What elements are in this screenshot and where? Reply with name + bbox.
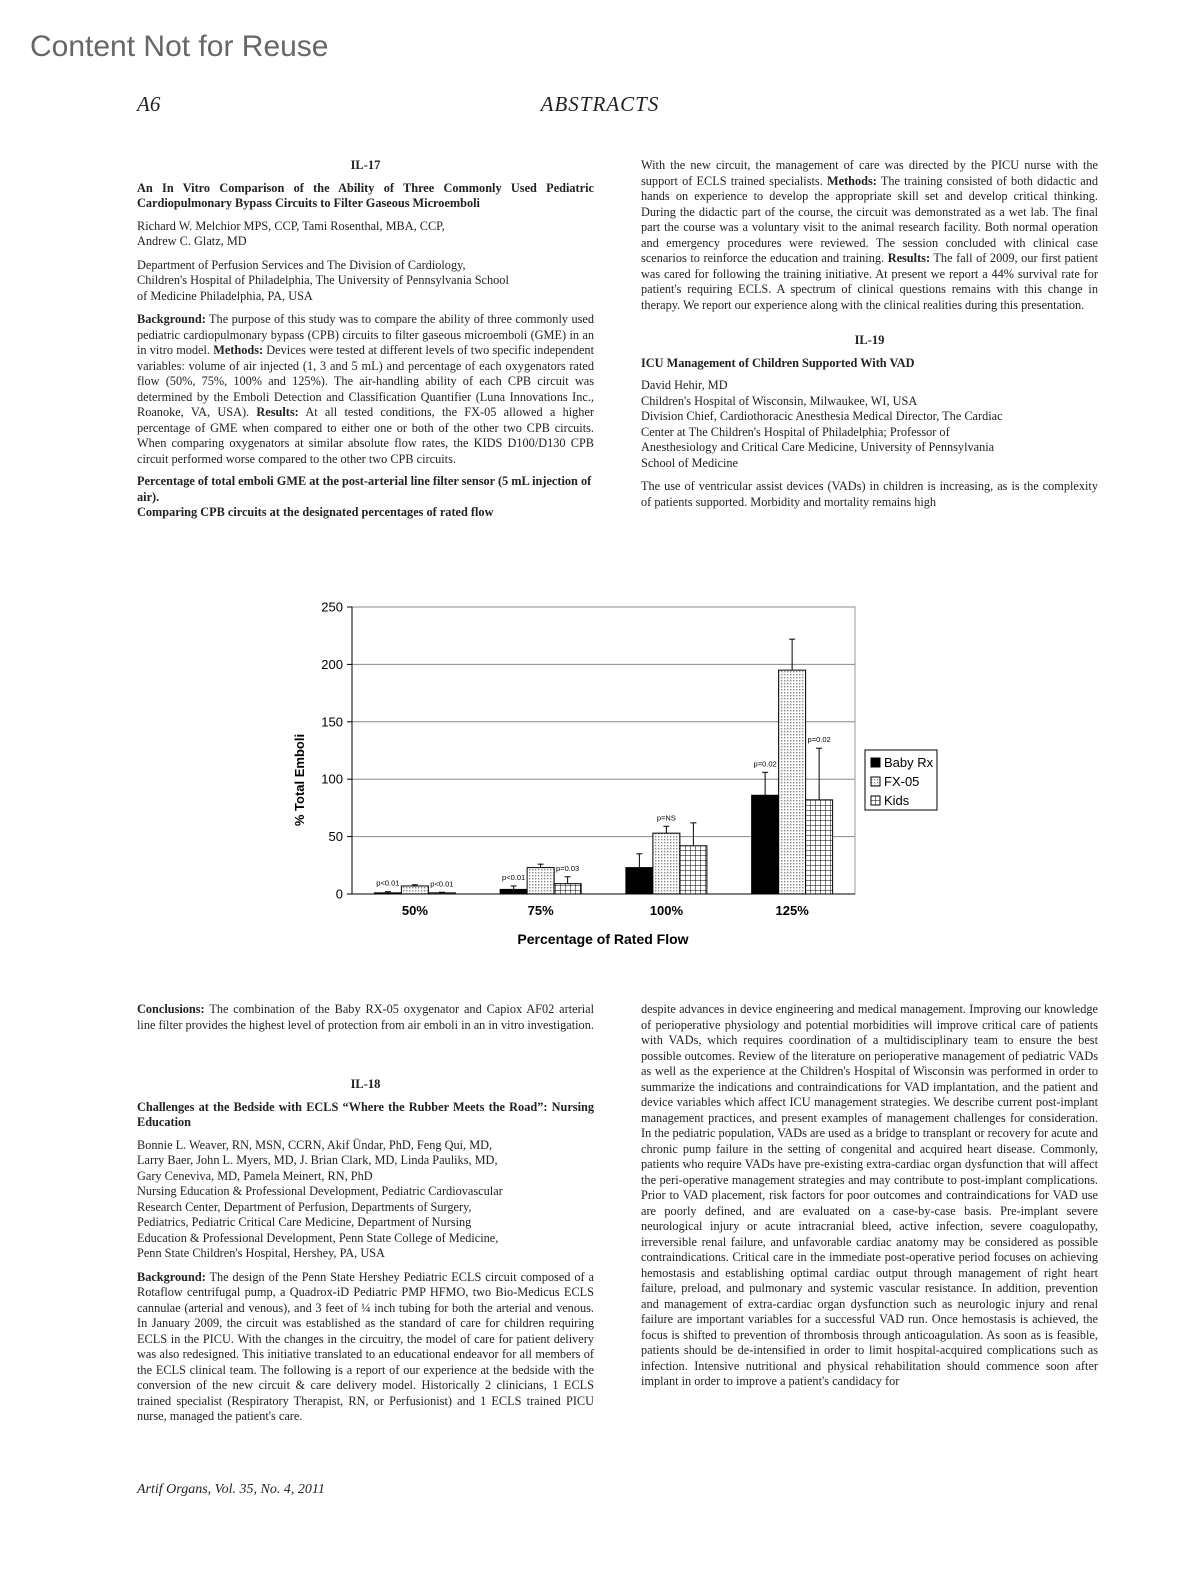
bar bbox=[680, 846, 707, 894]
conclusions-text: The combination of the Baby RX-05 oxygenator and Capiox AF02 arterial line filter provides the highest level of protection from air emboli in an in vitro investigation. bbox=[137, 1002, 594, 1032]
il19-body-continued: despite advances in device engineering and medical management. Improving our knowledge of perioperative physiology and potential morbidities will improve critical care of patients with VADs, which requires coordination of a multidisciplinary team to ensure the best possible outcomes. Review of the literature on perioperative management of pediatric VADs as well as the experience at the Children's Hospital of Wisconsin was performed in order to summarize the indications and contraindications for VAD implantation, and the patient and device variables which affect ICU management strategies. We describe current post-implant management practices, and present examples of management challenges for consideration. In the pediatric population, VADs are used as a bridge to transplant or recovery for acute and chronic pump failure in the setting of congenital and acquired heart disease. Commonly, patients who require VADs have pre-existing extra-cardiac organ dysfunction that will affect the peri-operative management strategies and may contribute to post-implant complications. Prior to VAD placement, risk factors for poor outcomes and contraindications for VAD use are poorly defined, and are evaluated on a case-by-case basis. Pre-implant severe neurological injury or acute intracranial bleed, active infection, severe coagulopathy, irreversible renal failure, and unfavorable cardiac anatomy may be considered as possible contraindications. Critical care in the immediate post-operative period focuses on achieving hemostasis and establishing optimal cardiac output through management of right heart failure, preload, and pulmonary and systemic vascular resistance. In addition, prevention and management of extra-cardiac organ dysfunction such as neurologic injury and renal failure are important variables for a successful VAD run. Once hemostasis is achieved, the focus is shifted to prevention of thrombosis through anticoagulation. As soon as is feasible, patients should be de-intensified in order to limit hospital-acquired complications such as infection. Intensive nutritional and physical rehabilitation should commence soon after implant in order to improve a patient's candidacy for bbox=[641, 1002, 1098, 1388]
bar bbox=[626, 868, 653, 894]
y-tick-label: 50 bbox=[328, 829, 343, 845]
conclusions-label: Conclusions: bbox=[137, 1002, 205, 1016]
bar bbox=[752, 795, 779, 894]
il17-conclusions bbox=[137, 1002, 594, 1033]
affiliation-line: Nursing Education & Professional Development, Pediatric Cardiovascular bbox=[137, 1184, 503, 1198]
il18-background bbox=[137, 1270, 594, 1425]
background-label: Background: bbox=[137, 312, 206, 326]
p-value-label: p=0.03 bbox=[556, 863, 580, 873]
bar bbox=[554, 884, 581, 894]
right-column-bottom bbox=[641, 1002, 1098, 1397]
results-text: The fall of 2009, our first patient was cared for following the training initiative. At present we report a 44% survival rate for patient's requiring ECLS. A spectrum of clinical questions remains with this change in therapy. We report our experience along with the clinical realities during this presentation. bbox=[641, 251, 1098, 312]
x-axis-label: Percentage of Rated Flow bbox=[517, 931, 689, 947]
author-line: David Hehir, MD bbox=[641, 378, 728, 392]
il17-title: An In Vitro Comparison of the Ability of Three Commonly Used Pediatric Cardiopulmonary Bypass Circuits to Filter Gaseous Microemboli bbox=[137, 180, 594, 210]
p-value-label: p<0.01 bbox=[430, 879, 454, 889]
affiliation-line: Education & Professional Development, Penn State College of Medicine, bbox=[137, 1230, 499, 1245]
il19-id: IL-19 bbox=[854, 333, 885, 347]
il17-affiliation bbox=[137, 258, 594, 305]
emboli-bar-chart bbox=[280, 590, 960, 970]
legend-label: Baby Rx bbox=[884, 755, 934, 770]
x-tick-label: 125% bbox=[775, 903, 809, 918]
figure-subcaption: Comparing CPB circuits at the designated percentages of rated flow bbox=[137, 505, 494, 519]
il19-title: ICU Management of Children Supported With VAD bbox=[641, 355, 915, 370]
page-number: A6 bbox=[137, 92, 161, 116]
il19-body-start: The use of ventricular assist devices (VADs) in children is increasing, as is the complexity of patients supported. Morbidity and mortality remains high bbox=[641, 479, 1098, 509]
methods-text: The training consisted of both didactic and hands on experience to develop the appropriate skill set and develop critical thinking. During the didactic part of the course, the circuit was demonstrated as a wet lab. The final part the course was a voluntary visit to the animal research facility. Both normal operation and emergency procedures were reviewed. The session concluded with clinical case scenarios to reinforce the education and training. bbox=[641, 173, 1098, 265]
il18-authors bbox=[137, 1138, 594, 1185]
affiliation-line: Children's Hospital of Philadelphia, The University of Pennsylvania School bbox=[137, 273, 509, 287]
y-axis-label: % Total Emboli bbox=[292, 733, 307, 827]
author-line: Andrew C. Glatz, MD bbox=[137, 234, 247, 248]
affiliation-line: Penn State Children's Hospital, Hershey, PA, USA bbox=[137, 1246, 385, 1260]
x-tick-label: 100% bbox=[649, 903, 683, 918]
affiliation-line: School of Medicine bbox=[641, 455, 738, 470]
y-tick-label: 150 bbox=[321, 714, 343, 730]
il18-title: Challenges at the Bedside with ECLS “Where the Rubber Meets the Road”: Nursing Education bbox=[137, 1099, 594, 1129]
figure-caption: Percentage of total emboli GME at the post-arterial line filter sensor (5 mL injection of air). bbox=[137, 474, 592, 504]
bar bbox=[527, 868, 554, 894]
legend-label: FX-05 bbox=[884, 774, 920, 789]
results-label: Results: bbox=[887, 251, 931, 265]
affiliation-line: Department of Perfusion Services and The Division of Cardiology, bbox=[137, 257, 466, 272]
il18-continuation bbox=[641, 158, 1098, 313]
il17-id: IL-17 bbox=[350, 158, 381, 172]
affiliation-line: of Medicine Philadelphia, PA, USA bbox=[137, 288, 313, 303]
methods-label: Methods: bbox=[827, 173, 877, 188]
results-label: Results: bbox=[256, 405, 299, 419]
bar bbox=[653, 833, 680, 894]
affiliation-line: Anesthesiology and Critical Care Medicine, University of Pennsylvania bbox=[641, 440, 995, 454]
watermark: Content Not for Reuse bbox=[30, 30, 329, 63]
left-column-bottom bbox=[137, 1002, 594, 1432]
p-value-label: p=NS bbox=[656, 813, 676, 823]
background-label: Background: bbox=[137, 1269, 206, 1284]
legend-swatch bbox=[871, 758, 880, 767]
legend-swatch bbox=[871, 777, 880, 786]
x-tick-label: 75% bbox=[527, 903, 554, 918]
x-tick-label: 50% bbox=[401, 903, 428, 918]
il17-body bbox=[137, 312, 594, 467]
legend-label: Kids bbox=[884, 793, 910, 808]
affiliation-line: Division Chief, Cardiothoracic Anesthesia Medical Director, The Cardiac bbox=[641, 409, 1003, 423]
y-tick-label: 250 bbox=[321, 599, 343, 615]
running-head: ABSTRACTS bbox=[540, 92, 660, 116]
methods-label: Methods: bbox=[213, 343, 264, 357]
affiliation-line: Center at The Children's Hospital of Philadelphia; Professor of bbox=[641, 424, 950, 439]
results-text: At all tested conditions, the FX-05 allowed a higher percentage of GME when compared to either one or both of the other two CPB circuits. When comparing oxygenators at similar absolute flow rates, the KIDS D100/D130 CPB circuit performed worse compared to the other two CPB circuits. bbox=[137, 405, 595, 466]
bar bbox=[500, 889, 527, 894]
il18-id: IL-18 bbox=[350, 1077, 381, 1091]
methods-text: Devices were tested at different levels of two specific independent variables: volume of air injected (1, 3 and 5 mL) and percentage of each oxygenators rated flow (50%, 75%, 100% and 125%). The air-handling ability of each CPB circuit was determined by the Emboli Detection and Classification Quantifier (Luna Innovations Inc., Roanoke, VA, USA). bbox=[137, 343, 594, 419]
affiliation-line: Research Center, Department of Perfusion, Departments of Surgery, bbox=[137, 1199, 472, 1214]
il17-abstract bbox=[137, 158, 594, 521]
y-tick-label: 200 bbox=[321, 656, 343, 672]
author-line: Gary Ceneviva, MD, Pamela Meinert, RN, PhD bbox=[137, 1168, 373, 1183]
il19-authors bbox=[641, 378, 1098, 394]
author-line: Larry Baer, John L. Myers, MD, J. Brian Clark, MD, Linda Pauliks, MD, bbox=[137, 1153, 498, 1167]
p-value-label: p=0.02 bbox=[753, 759, 777, 769]
continuation-text: With the new circuit, the management of care was directed by the PICU nurse with the support of ECLS trained specialists. bbox=[641, 158, 1098, 188]
author-line: Bonnie L. Weaver, RN, MSN, CCRN, Akif Ündar, PhD, Feng Qui, MD, bbox=[137, 1137, 493, 1152]
affiliation-line: Pediatrics, Pediatric Critical Care Medicine, Department of Nursing bbox=[137, 1215, 472, 1229]
y-tick-label: 100 bbox=[321, 771, 343, 787]
right-column-top bbox=[641, 158, 1098, 517]
journal-footer: Artif Organs, Vol. 35, No. 4, 2011 bbox=[137, 1482, 325, 1497]
legend bbox=[865, 750, 937, 810]
legend-swatch bbox=[871, 796, 880, 805]
p-value-label: p=0.02 bbox=[807, 735, 831, 745]
affiliation-line: Children's Hospital of Wisconsin, Milwaukee, WI, USA bbox=[641, 393, 918, 408]
il18-affiliation bbox=[137, 1184, 594, 1262]
bar bbox=[806, 800, 833, 894]
bar bbox=[779, 670, 806, 894]
bar bbox=[401, 886, 428, 894]
p-value-label: p<0.01 bbox=[502, 872, 526, 882]
p-value-label: p<0.01 bbox=[376, 878, 400, 888]
background-text: The purpose of this study was to compare the ability of three commonly used pediatric cardiopulmonary bypass (CPB) circuits to filter gaseous microemboli (GME) in an in vitro model. bbox=[137, 312, 594, 357]
author-line: Richard W. Melchior MPS, CCP, Tami Rosenthal, MBA, CCP, bbox=[137, 218, 445, 233]
y-tick-label: 0 bbox=[335, 886, 343, 902]
il17-authors bbox=[137, 219, 594, 250]
background-text: The design of the Penn State Hershey Pediatric ECLS circuit composed of a Rotaflow centrifugal pump, a Quadrox-iD Pediatric PMP HFMO, two Bio-Medicus ECLS cannulae (arterial and venous), and 3 feet of ¼ inch tubing for both the arterial and venous. In January 2009, the circuit was established as the standard of care for children requiring ECLS in the PICU. With the changes in the circuitry, the model of care for patient delivery was also redesigned. This initiative translated to an educational endeavor for all members of the ECLS clinical team. The following is a report of our experience at the bedside with the conversion of the new circuit & care delivery model. Historically 2 clinicians, 1 ECLS trained specialist (Respiratory Therapist, RN, or Perfusionist) and 1 ECLS trained PICU nurse, managed the patient's care. bbox=[137, 1269, 594, 1423]
il19-affiliation bbox=[641, 394, 1098, 472]
